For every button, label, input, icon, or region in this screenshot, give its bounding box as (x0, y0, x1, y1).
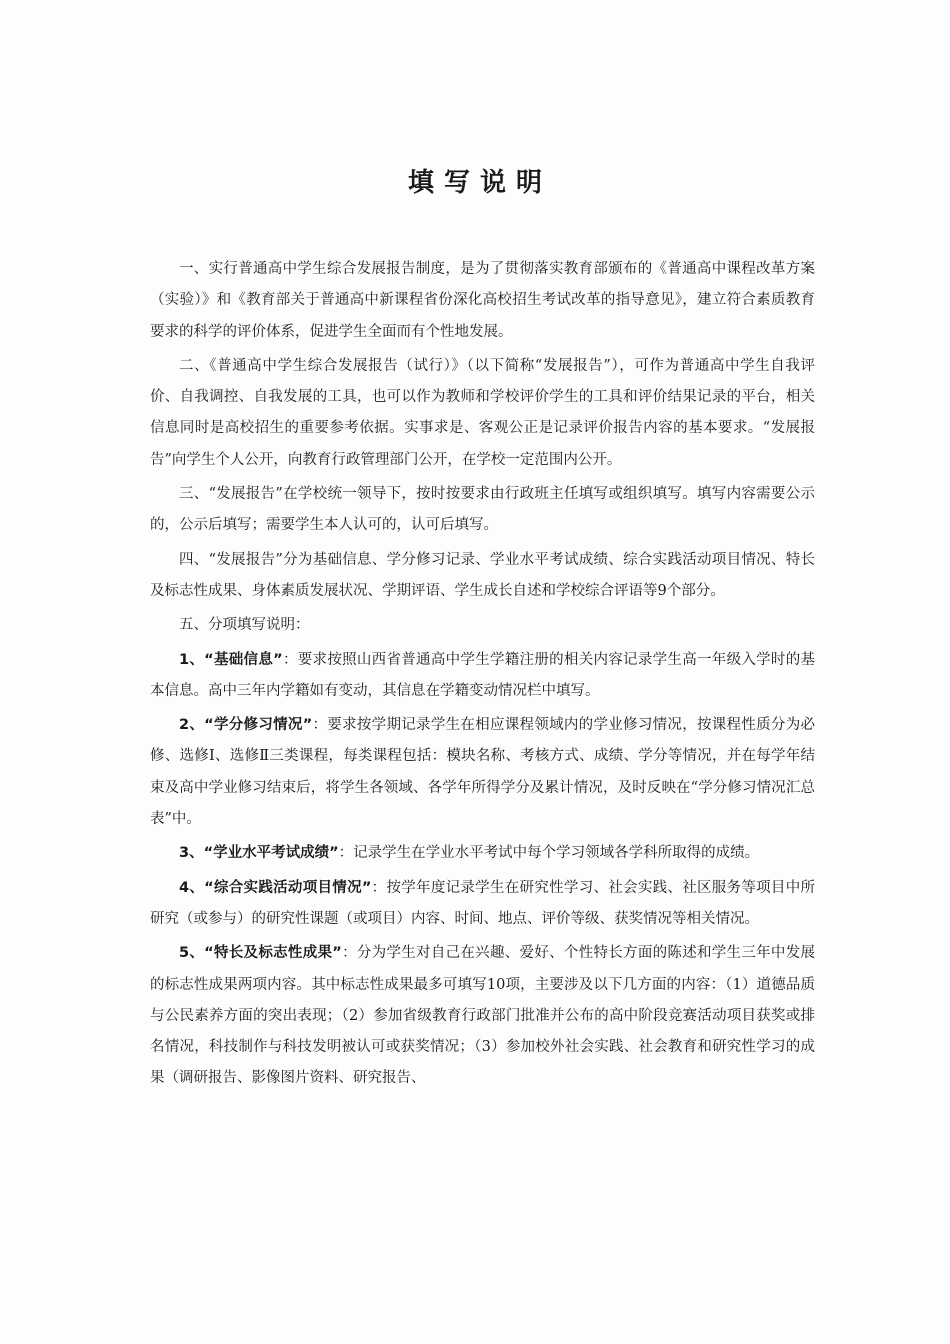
paragraph-text: 五、分项填写说明： (179, 617, 310, 634)
paragraph (150, 645, 815, 708)
paragraph-text: ：分为学生对自己在兴趣、爱好、个性特长方面的陈述和学生三年中发展的标志性成果两项内容。其中标志性成果最多可填写10项，主要涉及以下几方面的内容：（1）道德品质与公民素养方面的突出表现；（2）参加省级教育行政部门批准并公布的高中阶段竞赛活动项目获奖或排名情况，科技制作与科技发明被认可或获奖情况；（3）参加校外社会实践、社会教育和研究性学习的成果（调研报告、影像图片资料、研究报告、 (150, 945, 815, 1087)
paragraph (150, 610, 815, 641)
paragraph (150, 479, 815, 542)
paragraph (150, 254, 815, 348)
paragraph (150, 351, 815, 476)
item-heading: 2、“学分修习情况” (179, 717, 313, 734)
item-heading: 5、“特长及标志性成果” (179, 945, 342, 962)
paragraph-text: 三、“发展报告”在学校统一领导下，按时按要求由行政班主任填写或组织填写。填写内容需要公示的，公示后填写；需要学生本人认可的，认可后填写。 (150, 486, 815, 534)
paragraph-text: 一、实行普通高中学生综合发展报告制度，是为了贯彻落实教育部颁布的《普通高中课程改革方案（实验）》和《教育部关于普通高中新课程省份深化高校招生考试改革的指导意见》，建立符合素质教育要求的科学的评价体系，促进学生全面而有个性地发展。 (150, 261, 815, 340)
paragraph-text: 二、《普通高中学生综合发展报告（试行）》（以下简称“发展报告”），可作为普通高中学生自我评价、自我调控、自我发展的工具，也可以作为教师和学校评价学生的工具和评价结果记录的平台，相关信息同时是高校招生的重要参考依据。实事求是、客观公正是记录评价报告内容的基本要求。“发展报告”向学生个人公开，向教育行政管理部门公开，在学校一定范围内公开。 (150, 357, 815, 468)
paragraph-text: ：要求按照山西省普通高中学生学籍注册的相关内容记录学生高一年级入学时的基本信息。高中三年内学籍如有变动，其信息在学籍变动情况栏中填写。 (150, 651, 816, 699)
page-title: 填写说明 (407, 168, 552, 198)
paragraph-text: ：要求按学期记录学生在相应课程领域内的学业修习情况，按课程性质分为必修、选修Ⅰ、选修Ⅱ三类课程，每类课程包括：模块名称、考核方式、成绩、学分等情况，并在每学年结束及高中学业修习结束后，将学生各领域、各学年所得学分及累计情况，及时反映在“学分修习情况汇总表”中。 (150, 717, 815, 828)
paragraph (150, 838, 815, 869)
paragraph (150, 710, 815, 835)
item-heading: 3、“学业水平考试成绩” (179, 845, 339, 862)
paragraph (150, 873, 815, 936)
paragraph-text: ：记录学生在学业水平考试中每个学习领域各学科所取得的成绩。 (338, 845, 760, 862)
item-heading: 1、“基础信息” (179, 651, 283, 668)
paragraph (150, 545, 815, 608)
document-body (150, 254, 815, 1098)
item-heading: 4、“综合实践活动项目情况” (179, 879, 372, 896)
paragraph-text: 四、“发展报告”分为基础信息、学分修习记录、学业水平考试成绩、综合实践活动项目情况、特长及标志性成果、身体素质发展状况、学期评语、学生成长自述和学校综合评语等9个部分。 (150, 551, 815, 599)
paragraph-text: ：按学年度记录学生在研究性学习、社会实践、社区服务等项目中所研究（或参与）的研究性课题（或项目）内容、时间、地点、评价等级、获奖情况等相关情况。 (150, 879, 815, 927)
paragraph (150, 938, 815, 1094)
